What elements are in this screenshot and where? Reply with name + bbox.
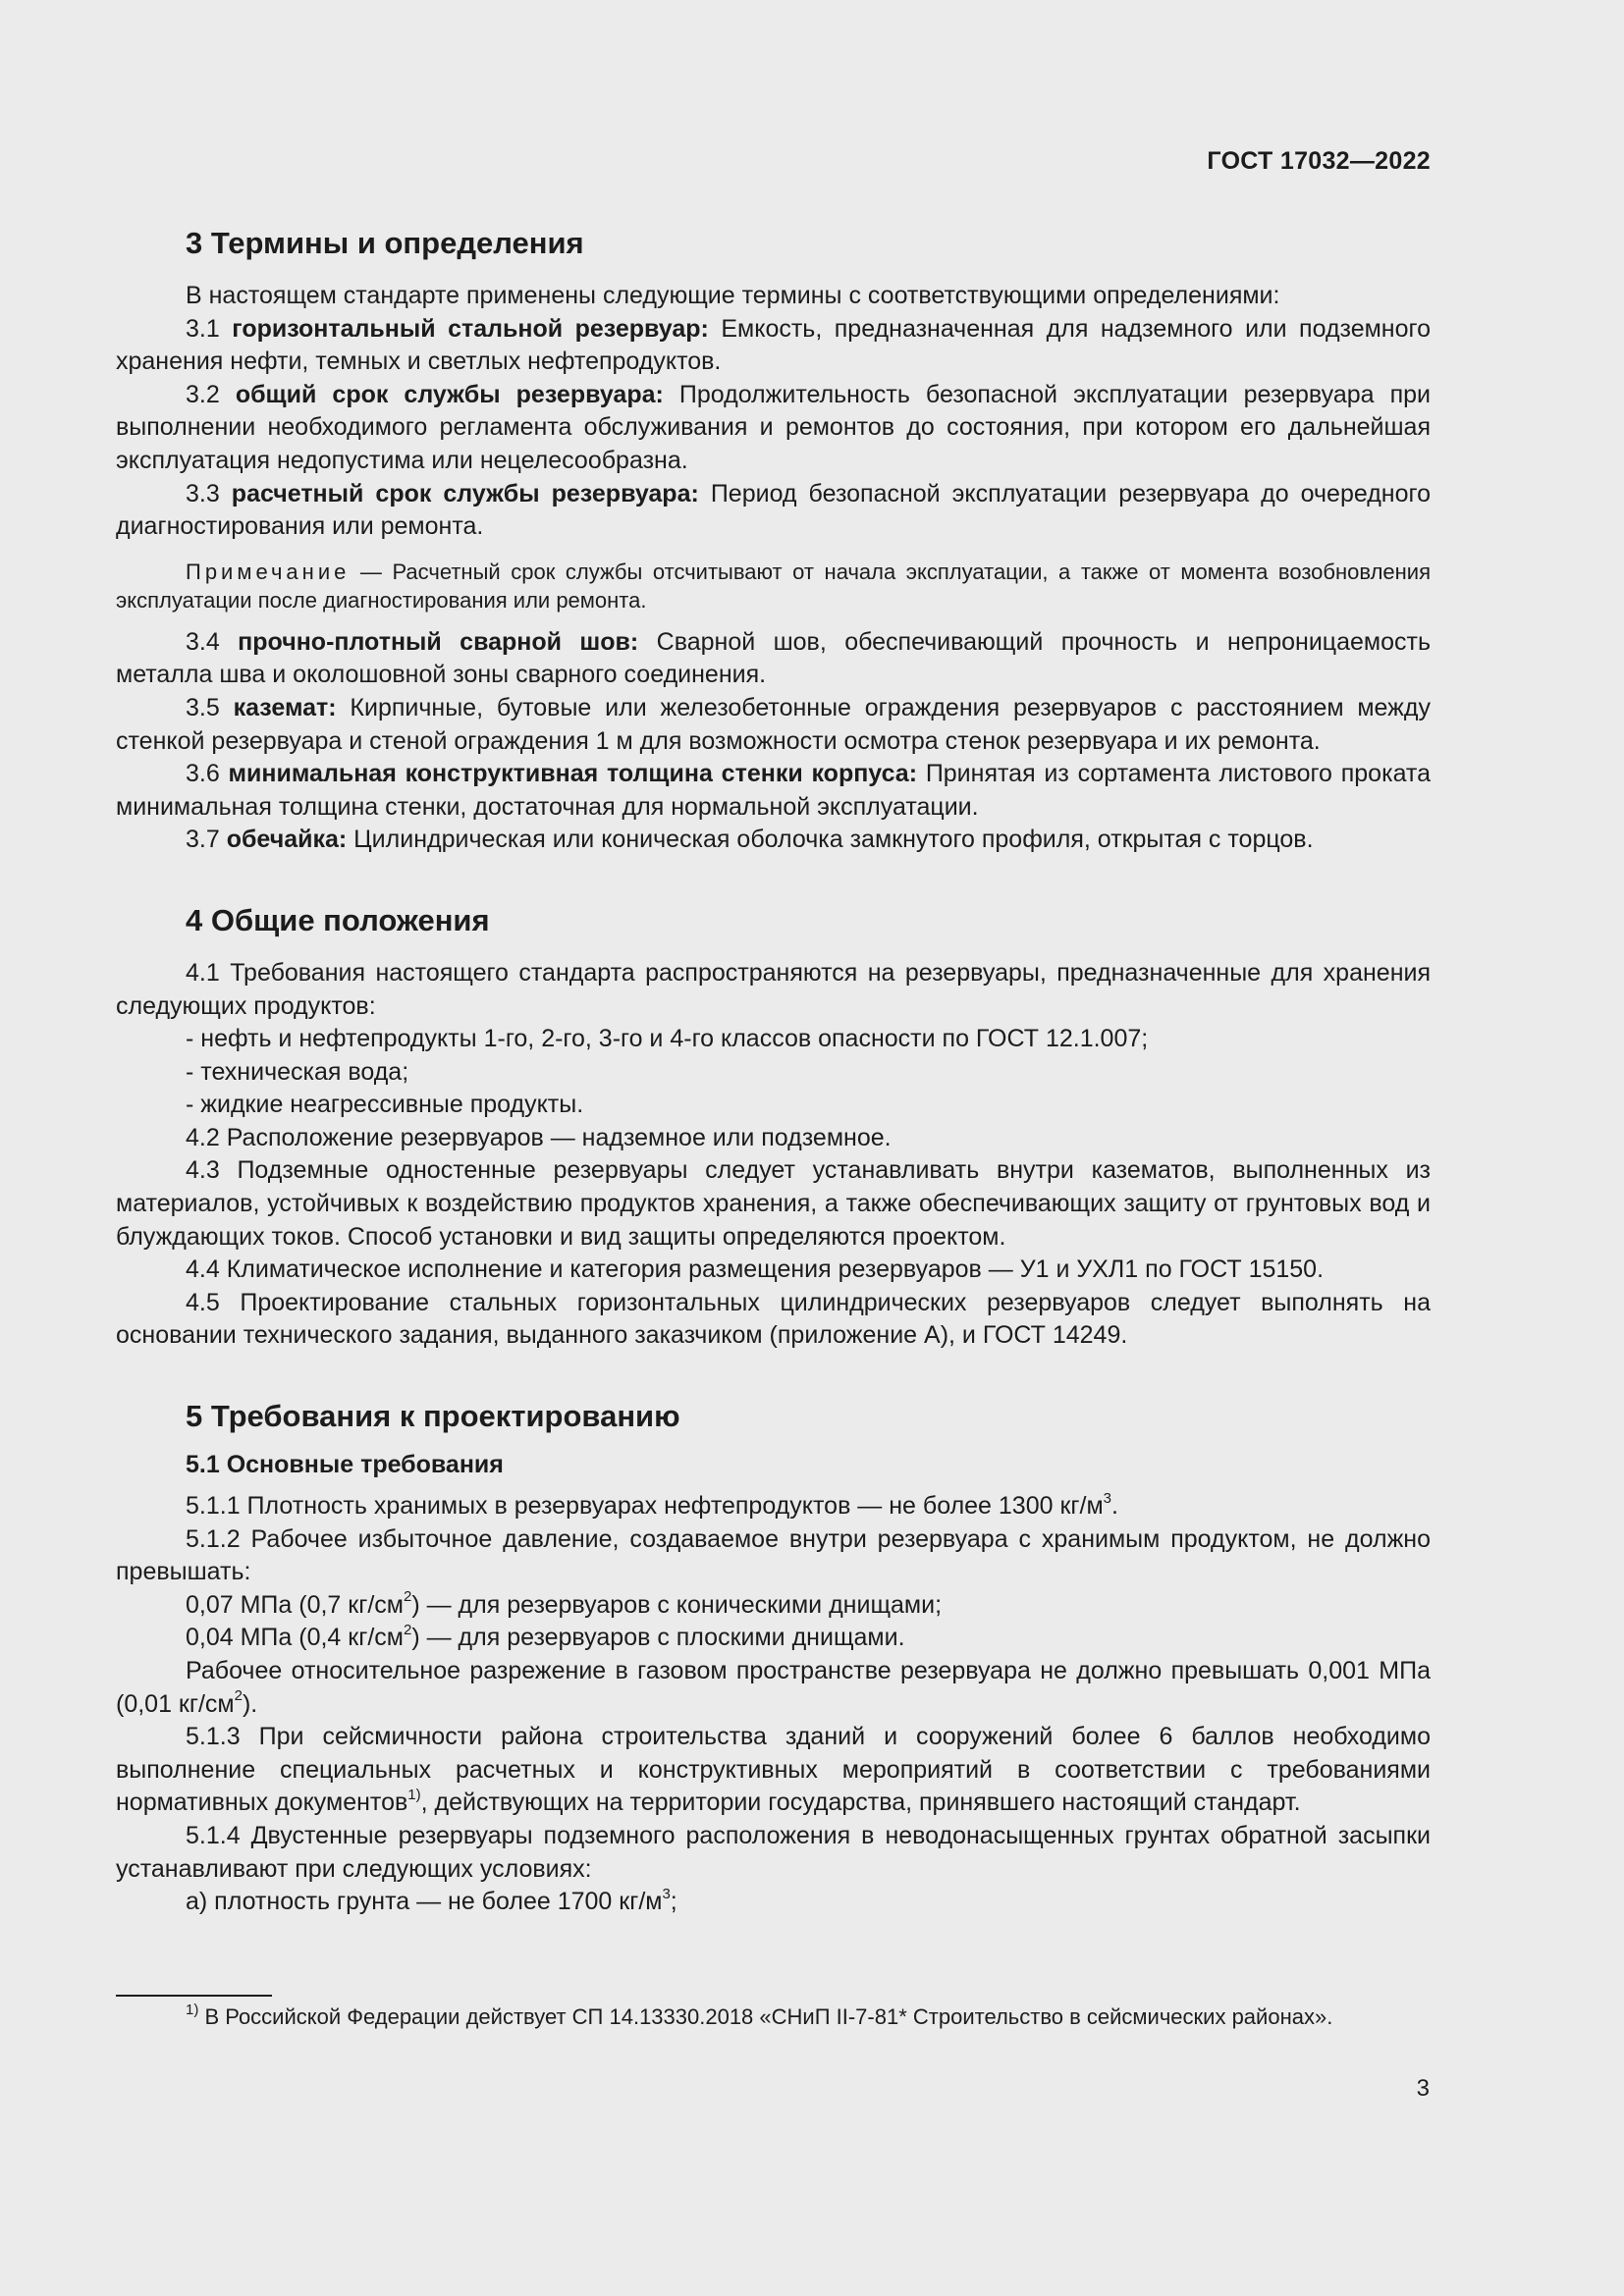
note-text: — Расчетный срок службы отсчитывают от начала эксплуатации, а также от момента возобновления эксплуатации после диагностирования или ремонта. <box>116 559 1431 613</box>
clause-4-5: 4.5 Проектирование стальных горизонтальных цилиндрических резервуаров следует выполнять на основании технического задания, выданного заказчиком (приложение А), и ГОСТ 14249. <box>116 1288 1431 1350</box>
page-content <box>116 221 1431 1919</box>
list-item: - техническая вода; <box>186 1057 409 1086</box>
footnote <box>116 2002 1431 2032</box>
footnote-divider <box>116 1995 272 1997</box>
section-3-intro: В настоящем стандарте применены следующие термины с соответствующими определениями: <box>186 282 1280 309</box>
clause-5-1-2: 5.1.2 Рабочее избыточное давление, создаваемое внутри резервуара с хранимым продуктом, не должно превышать: <box>116 1524 1431 1586</box>
clause-5-1-4: 5.1.4 Двустенные резервуары подземного расположения в неводонасыщенных грунтах обратной засыпки устанавливают при следующих условиях: <box>116 1821 1431 1883</box>
note <box>116 558 1431 614</box>
term-name: обечайка: <box>226 826 348 854</box>
clause-5-1-1: 5.1.1 Плотность хранимых в резервуарах нефтепродуктов — не более 1300 $кг/м^3$. <box>186 1489 1118 1521</box>
footnote-ref[interactable]: 1) <box>407 1787 421 1804</box>
term-3-3: 3.3 расчетный срок службы резервуара: Период безопасной эксплуатации резервуара до очередного диагностирования или ремонта. <box>116 479 1431 541</box>
footnote-text: В Российской Федерации действует СП 14.13330.2018 «СНиП II-7-81* Строительство в сейсмических районах». <box>198 2004 1333 2029</box>
term-name: прочно-плотный сварной шов: <box>238 627 639 656</box>
condition-a: а) плотность грунта — не более 1700 $кг/м^3$; <box>186 1885 677 1916</box>
vacuum-limit: Рабочее относительное разрежение в газовом пространстве резервуара не должно превышать 0,001 МПа (0,01 $кг/см^2$). <box>116 1657 1431 1718</box>
term-3-6: 3.6 минимальная конструктивная толщина стенки корпуса: Принятая из сортамента листового проката минимальная толщина стенки, достаточная для нормальной эксплуатации. <box>116 760 1432 821</box>
term-3-7: 3.7 обечайка: Цилиндрическая или коническая оболочка замкнутого профиля, открытая с торцов. <box>186 826 1314 854</box>
term-3-4: 3.4 прочно-плотный сварной шов: Сварной шов, обеспечивающий прочность и непроницаемость металла шва и околошовной зоны сварного соединения. <box>116 627 1431 689</box>
term-name: каземат: <box>233 693 337 721</box>
document-code: ГОСТ 17032—2022 <box>1207 147 1431 175</box>
term-name: расчетный срок службы резервуара: <box>231 479 699 507</box>
footnote-mark: 1) <box>186 2001 199 2018</box>
list-item: - нефть и нефтепродукты 1-го, 2-го, 3-го и 4-го классов опасности по ГОСТ 12.1.007; <box>186 1025 1149 1053</box>
clause-4-3: 4.3 Подземные одностенные резервуары следует устанавливать внутри казематов, выполненных из материалов, устойчивых к воздействию продуктов хранения, а также обеспечивающих защиту от грунтовых вод и блуждающих токов. Способ установки и вид защиты определяются проектом. <box>116 1156 1431 1251</box>
term-3-2: 3.2 общий срок службы резервуара: Продолжительность безопасной эксплуатации резервуара при выполнении необходимого регламента обслуживания и ремонтов до состояния, при котором его дальнейшая эксплуатация недопустима или нецелесообразна. <box>116 380 1431 474</box>
term-name: минимальная конструктивная толщина стенки корпуса: <box>228 760 918 788</box>
clause-4-4: 4.4 Климатическое исполнение и категория размещения резервуаров — У1 и УХЛ1 по ГОСТ 15150. <box>186 1255 1325 1284</box>
page-number: 3 <box>1416 2075 1430 2102</box>
list-item: - жидкие неагрессивные продукты. <box>186 1091 584 1119</box>
section-3-title: 3 Термины и определения <box>186 226 584 260</box>
term-3-5: 3.5 каземат: Кирпичные, бутовые или железобетонные ограждения резервуаров с расстоянием между стенкой резервуара и стеной ограждения 1 м для возможности осмотра стенок резервуара и их ремонта. <box>116 693 1431 755</box>
clause-4-2: 4.2 Расположение резервуаров — надземное или подземное. <box>186 1123 892 1151</box>
pressure-limit-flat: 0,04 МПа (0,4 $кг/см^2$) — для резервуаров с плоскими днищами. <box>186 1622 905 1652</box>
clause-4-1: 4.1 Требования настоящего стандарта распространяются на резервуары, предназначенные для хранения следующих продуктов: <box>116 958 1431 1020</box>
clause-5-1-3: 5.1.3 При сейсмичности района строительства зданий и сооружений более 6 баллов необходимо выполнение специальных расчетных и конструктивных мероприятий в соответствии с требованиями нормативных документов$^{1)}$, действующих на территории государства, принявшего настоящий стандарт. <box>116 1723 1431 1817</box>
term-name: общий срок службы резервуара: <box>235 380 664 408</box>
term-3-1: 3.1 горизонтальный стальной резервуар: Емкость, предназначенная для надземного или подземного хранения нефти, темных и светлых нефтепродуктов. <box>116 314 1431 376</box>
subsection-5-1-title: 5.1 Основные требования <box>186 1451 504 1479</box>
pressure-limit-conical: 0,07 МПа (0,7 $кг/см^2$) — для резервуаров с коническими днищами; <box>186 1588 943 1619</box>
term-name: горизонтальный стальной резервуар: <box>232 314 709 343</box>
section-5-title: 5 Требования к проектированию <box>186 1399 680 1434</box>
note-label: Примечание <box>186 559 351 584</box>
section-4-title: 4 Общие положения <box>186 902 490 937</box>
